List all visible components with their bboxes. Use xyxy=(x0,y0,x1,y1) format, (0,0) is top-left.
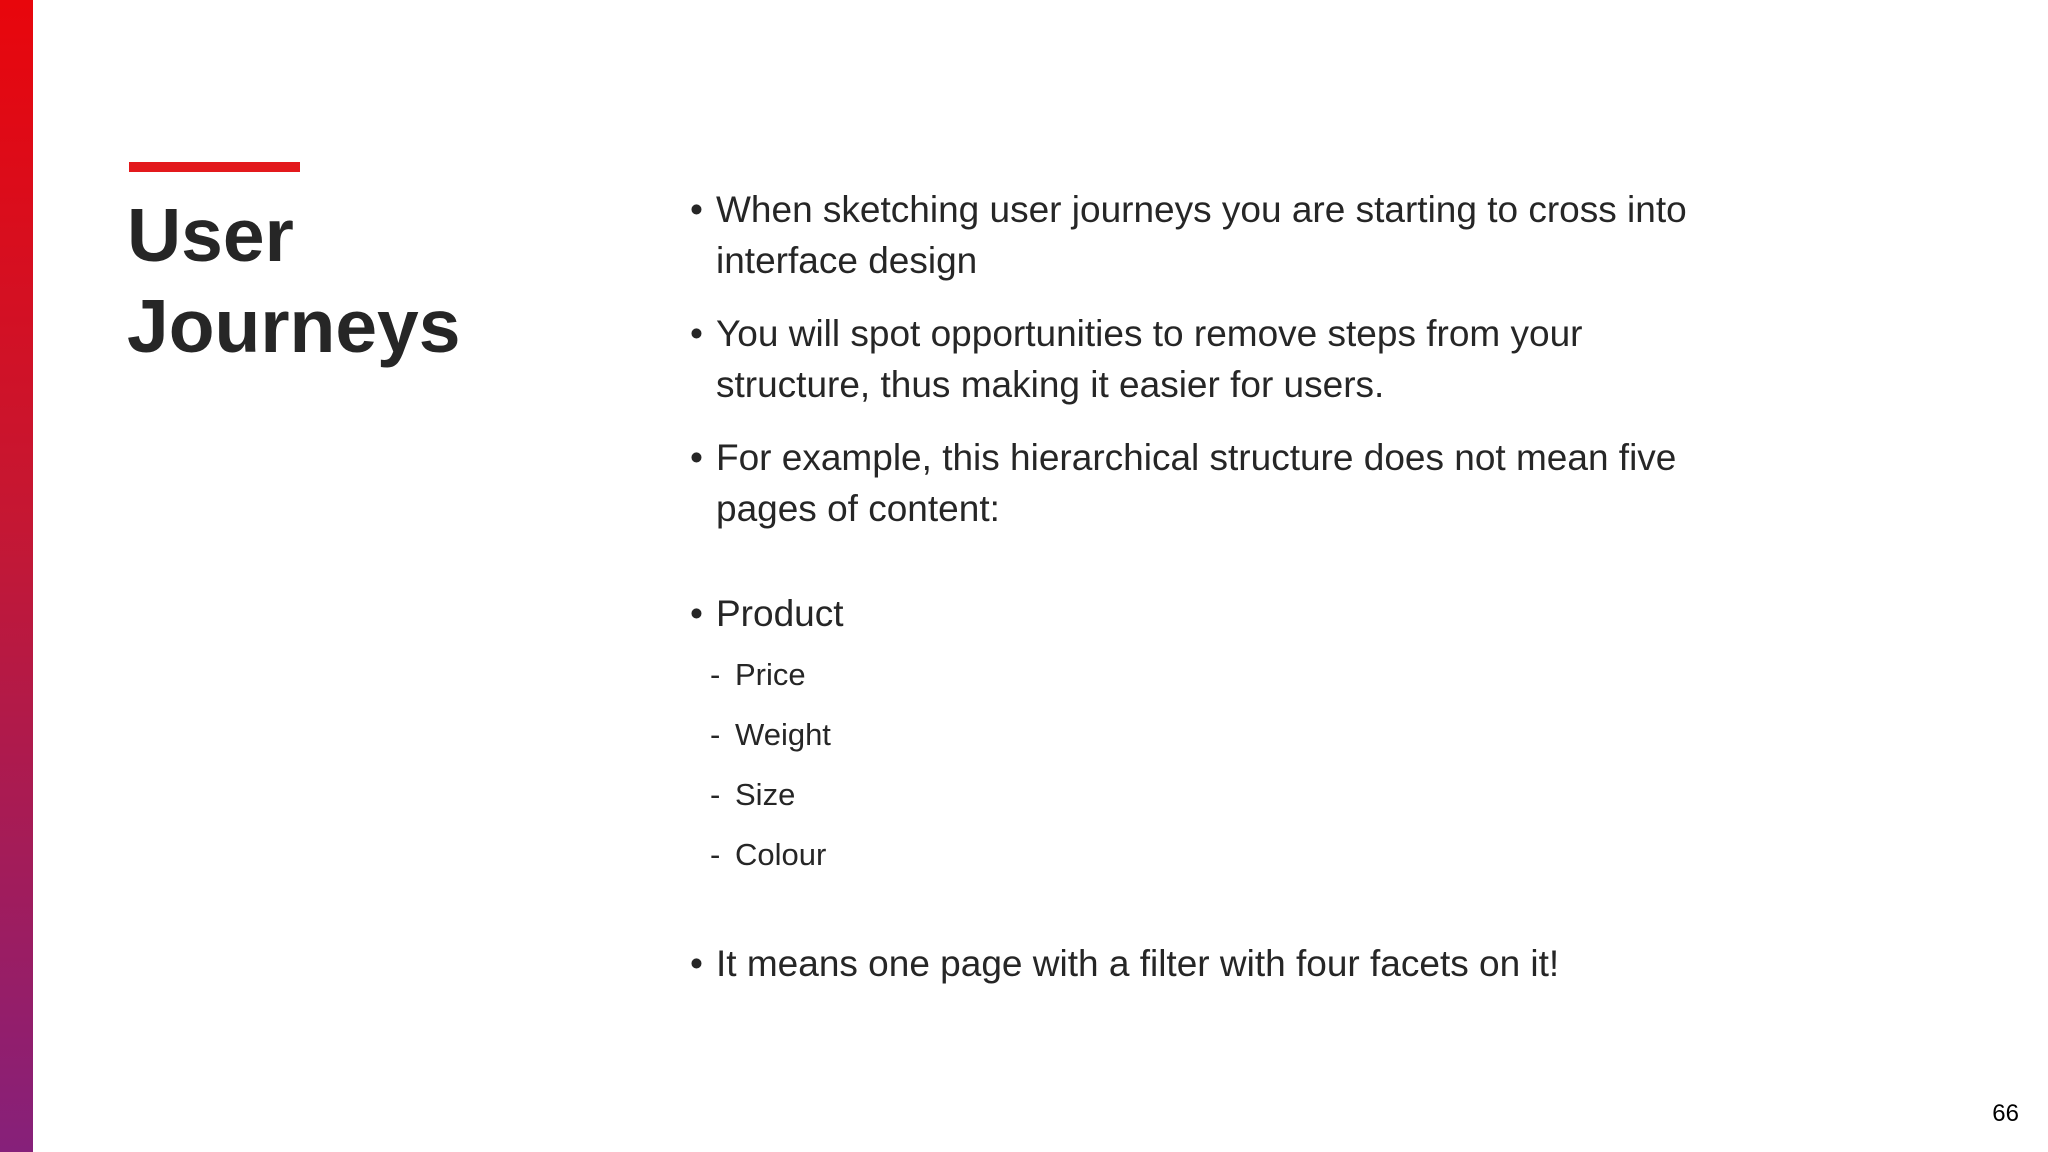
bullet-item-conclusion xyxy=(690,938,1730,989)
sub-item-text: Size xyxy=(735,777,796,812)
bullet-item-sketching xyxy=(690,184,1730,286)
dash-icon: - xyxy=(710,837,721,872)
dash-icon: - xyxy=(710,717,721,752)
dash-icon: - xyxy=(710,777,721,812)
accent-side-bar xyxy=(0,0,33,1152)
bullet-list xyxy=(690,0,1740,1152)
bullet-icon: • xyxy=(690,593,703,634)
bullet-icon: • xyxy=(690,313,703,354)
bullet-icon: • xyxy=(690,437,703,478)
bullet-icon: • xyxy=(690,189,703,230)
title-accent-rule xyxy=(129,162,300,172)
bullet-text: You will spot opportunities to remove steps from your structure, thus making it easier for users. xyxy=(716,313,1583,405)
bullet-text: For example, this hierarchical structure does not mean five pages of content: xyxy=(716,437,1677,529)
bullet-text: It means one page with a filter with four facets on it! xyxy=(716,943,1560,984)
slide-title xyxy=(127,190,460,372)
sub-item-text: Weight xyxy=(735,717,831,752)
bullet-item-opportunities xyxy=(690,308,1730,410)
slide-title-line-2: Journeys xyxy=(127,284,461,368)
bullet-icon: • xyxy=(690,943,703,984)
bullet-item-product xyxy=(690,588,1730,639)
sub-item-text: Price xyxy=(735,657,806,692)
bullet-text: When sketching user journeys you are starting to cross into interface design xyxy=(716,189,1687,281)
sub-item-weight xyxy=(710,715,831,755)
page-number: 66 xyxy=(1992,1100,2019,1127)
bullet-item-example xyxy=(690,432,1730,534)
slide-title-line-1: User xyxy=(127,193,294,277)
sub-item-size xyxy=(710,775,795,815)
bullet-text: Product xyxy=(716,593,844,634)
sub-item-text: Colour xyxy=(735,837,827,872)
sub-item-colour xyxy=(710,835,826,875)
sub-item-price xyxy=(710,655,806,695)
dash-icon: - xyxy=(710,657,721,692)
